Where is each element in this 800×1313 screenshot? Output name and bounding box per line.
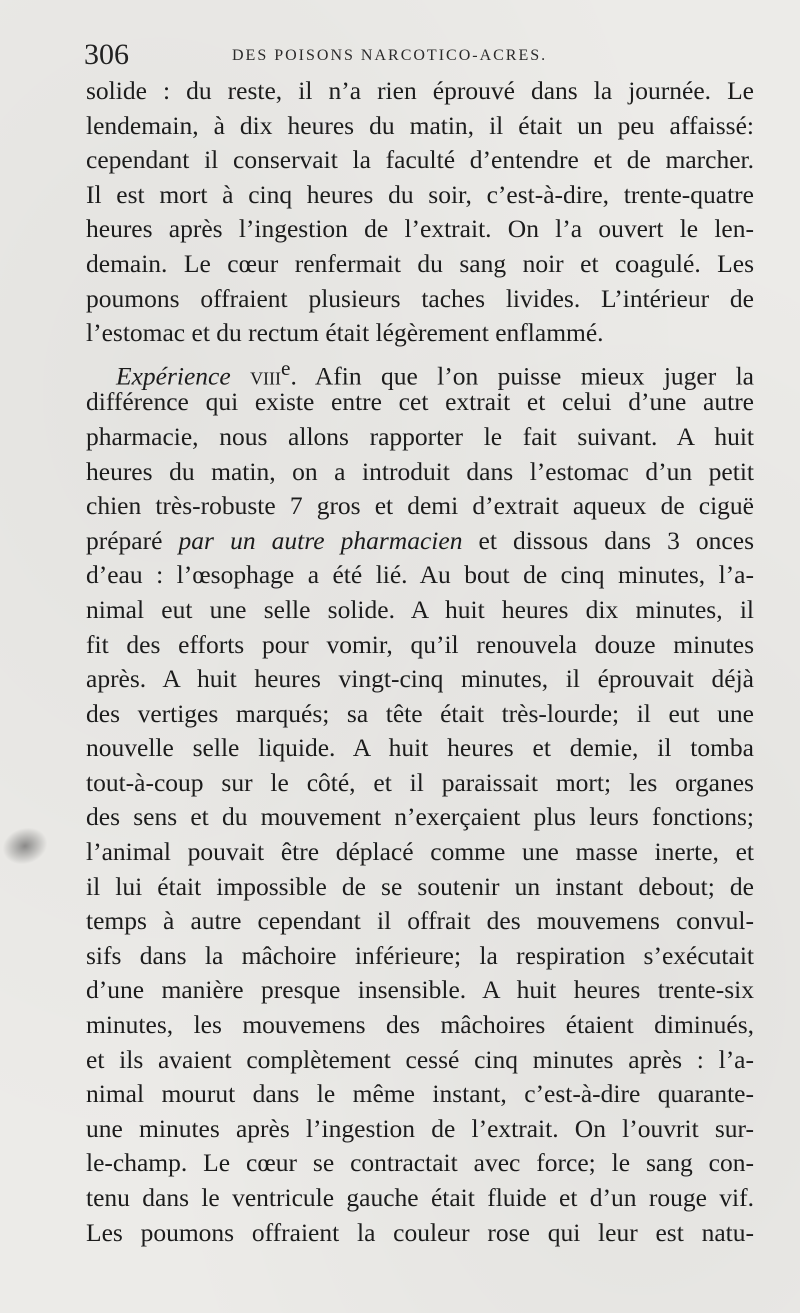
text-line: une minutes après l’ingestion de l’extrait. On l’ouvrit sur- [86,1113,754,1143]
text-line: le-champ. Le cœur se contractait avec force; le sang con- [86,1148,754,1178]
experiment-heading-line [86,351,754,391]
experiment-heading-rest: . Afin que l’on puisse mieux juger la [290,361,754,391]
page-header [84,38,764,74]
text-line: il lui était impossible de se soutenir un instant debout; de [86,871,754,901]
text-line: et ils avaient complètement cessé cinq minutes après : l’a- [86,1044,754,1074]
text-line: fit des efforts pour vomir, qu’il renouvela douze minutes [86,629,754,659]
page-number: 306 [84,38,129,71]
text-line: temps à autre cependant il offrait des mouvemens convul- [86,906,754,936]
text-line: lendemain, à dix heures du matin, il était un peu affaissé: [86,110,754,140]
text-line: demain. Le cœur renfermait du sang noir et coagulé. Les [86,248,754,278]
experiment-numeral: viii [250,361,282,391]
experiment-numeral-suffix: e [281,355,291,380]
text-fragment: préparé [86,525,179,555]
text-line-with-italic [86,524,754,559]
text-line: minutes, les mouvemens des mâchoires étaient diminués, [86,1010,754,1040]
text-line: nimal eut une selle solide. A huit heures dix minutes, il [86,594,754,624]
text-line: d’eau : l’œsophage a été lié. Au bout de cinq minutes, l’a- [86,560,754,590]
experiment-label: Expérience [116,361,231,391]
text-line: cependant il conservait la faculté d’entendre et de marcher. [86,145,754,175]
text-line: tenu dans le ventricule gauche était fluide et d’un rouge vif. [86,1183,754,1212]
text-line: tout-à-coup sur le côté, et il paraissait mort; les organes [86,767,754,797]
text-line: poumons offraient plusieurs taches livides. L’intérieur de [86,283,754,313]
text-line: chien très-robuste 7 gros et demi d’extrait aqueux de ciguë [86,491,754,521]
text-line: l’animal pouvait être déplacé comme une masse inerte, et [86,837,754,867]
text-line: heures du matin, on a introduit dans l’estomac d’un petit [86,456,754,486]
text-line: solide : du reste, il n’a rien éprouvé dans la journée. Le [86,76,754,105]
text-line: pharmacie, nous allons rapporter le fait suivant. A huit [86,421,754,451]
running-head: DES POISONS NARCOTICO-ACRES. [232,47,548,64]
text-line: des sens et du mouvement n’exerçaient plus leurs fonctions; [86,802,754,832]
text-line: Il est mort à cinq heures du soir, c’est-à-dire, trente-quatre [86,179,754,209]
text-line: des vertiges marqués; sa tête était très-lourde; il eut une [86,698,754,728]
text-line: heures après l’ingestion de l’extrait. On l’a ouvert le len- [86,214,754,244]
text-line: d’une manière presque insensible. A huit heures trente-six [86,975,754,1005]
text-line: sifs dans la mâchoire inférieure; la respiration s’exécutait [86,940,754,970]
text-line: nouvelle selle liquide. A huit heures et demie, il tomba [86,733,754,763]
text-fragment: et dissous dans 3 onces [462,525,754,555]
body-text [86,74,754,1250]
text-line: nimal mourut dans le même instant, c’est-à-dire quarante- [86,1079,754,1109]
text-line: Les poumons offraient la couleur rose qui leur est natu- [86,1217,754,1247]
text-line: après. A huit heures vingt-cinq minutes, il éprouvait déjà [86,664,754,694]
text-line: différence qui existe entre cet extrait et celui d’une autre [86,387,754,417]
ink-smudge [0,822,52,870]
text-line: l’estomac et du rectum était légèrement enflammé. [86,318,604,348]
italic-fragment: par un autre pharmacien [178,525,463,555]
